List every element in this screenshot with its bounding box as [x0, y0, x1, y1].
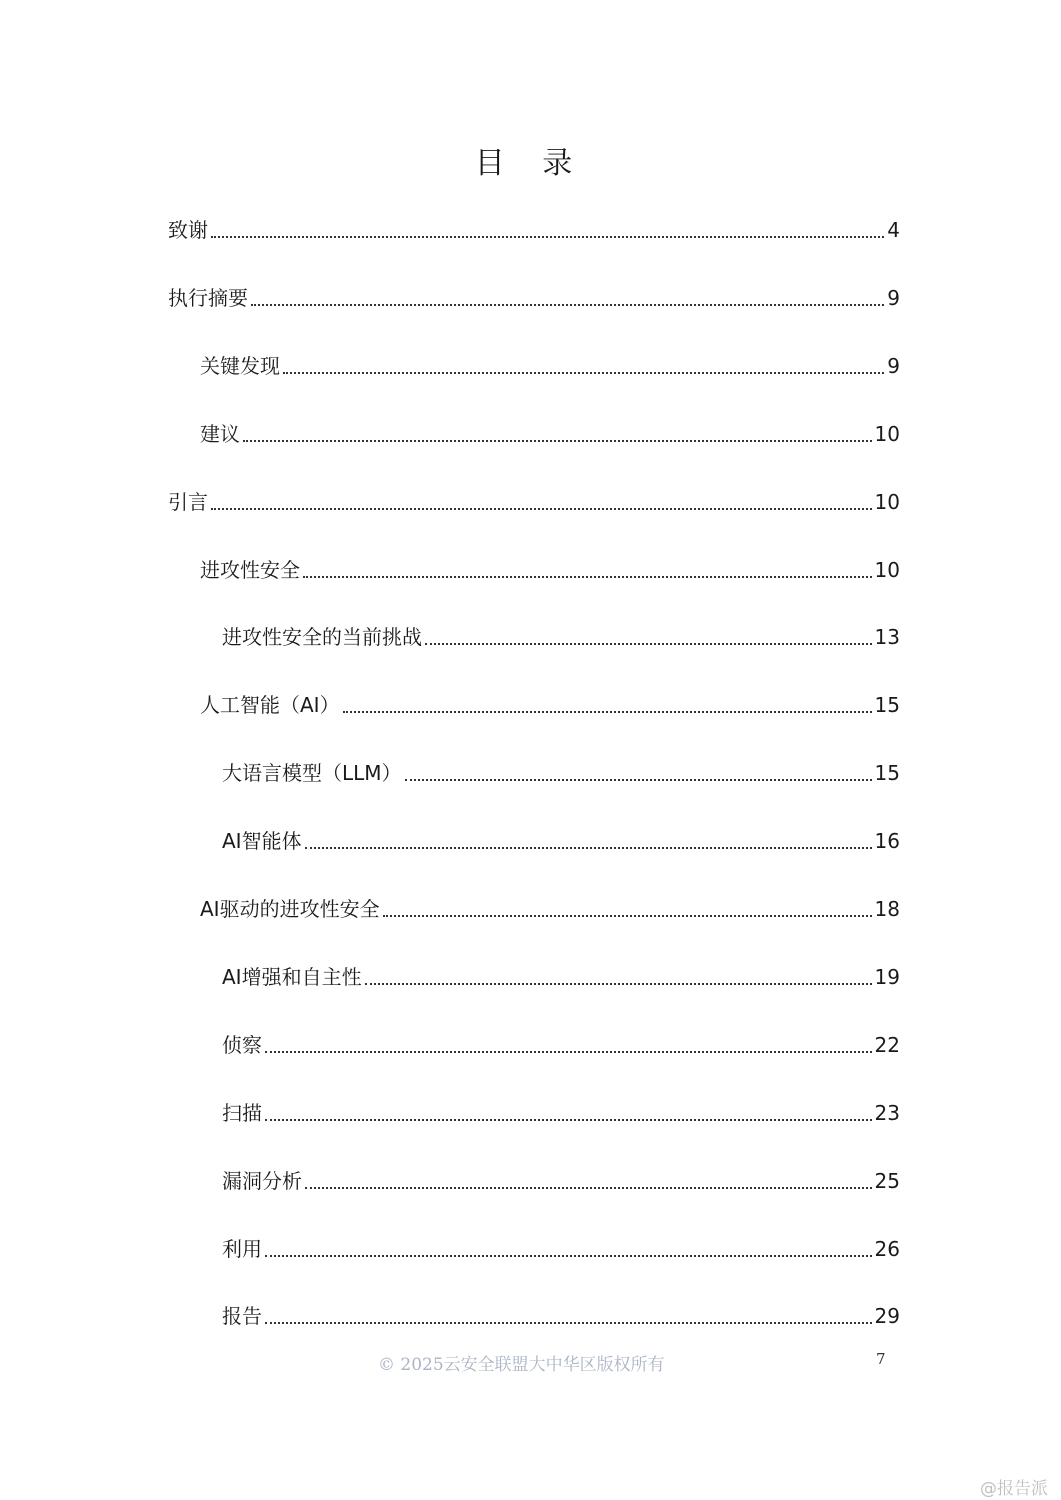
toc-entry-label: 人工智能（AI） [200, 693, 340, 717]
watermark: @报告派 [980, 1479, 1048, 1499]
toc-entry-label: 大语言模型（LLM） [222, 761, 402, 785]
toc-entry-label: AI增强和自主性 [222, 965, 362, 989]
toc-entry-label: 关键发现 [200, 354, 280, 378]
toc-entry-label: AI驱动的进攻性安全 [200, 897, 380, 921]
toc-dot-leader [425, 643, 872, 645]
toc-entry-page: 29 [874, 1304, 900, 1328]
toc-dot-leader [383, 915, 872, 917]
toc-entry-page: 9 [887, 286, 900, 310]
toc-entry[interactable] [200, 895, 900, 923]
toc-dot-leader [305, 847, 872, 849]
toc-entry[interactable] [222, 1235, 900, 1263]
toc-entry-page: 23 [874, 1101, 900, 1125]
toc-entry-page: 10 [874, 422, 900, 446]
toc-dot-leader [305, 1187, 872, 1189]
toc-entry-page: 15 [874, 693, 900, 717]
toc-entry-label: 利用 [222, 1237, 262, 1261]
toc-entry-label: 建议 [200, 422, 240, 446]
toc-entry[interactable] [168, 216, 900, 244]
toc-dot-leader [405, 779, 872, 781]
toc-entry[interactable] [168, 284, 900, 312]
toc-dot-leader [243, 440, 872, 442]
toc-entry[interactable] [200, 691, 900, 719]
toc-dot-leader [283, 372, 884, 374]
toc-entry-label: 报告 [222, 1304, 262, 1328]
toc-entry-page: 13 [874, 625, 900, 649]
toc-entry-page: 16 [874, 829, 900, 853]
toc-entry[interactable] [222, 623, 900, 651]
toc-entry[interactable] [222, 1167, 900, 1195]
toc-dot-leader [211, 508, 872, 510]
toc-entry[interactable] [222, 759, 900, 787]
toc-entry-page: 15 [874, 761, 900, 785]
toc-dot-leader [265, 1255, 872, 1257]
toc-entry[interactable] [200, 352, 900, 380]
toc-entry-page: 18 [874, 897, 900, 921]
toc-entry-page: 25 [874, 1169, 900, 1193]
toc-entry-page: 9 [887, 354, 900, 378]
toc-entry[interactable] [168, 488, 900, 516]
toc-entry-label: 侦察 [222, 1033, 262, 1057]
toc-dot-leader [251, 304, 884, 306]
toc-entry-label: AI智能体 [222, 829, 302, 853]
toc-entry-page: 26 [874, 1237, 900, 1261]
footer-copyright: © 2025云安全联盟大中华区版权所有 [378, 1355, 665, 1375]
toc-dot-leader [343, 711, 872, 713]
toc-entry[interactable] [200, 420, 900, 448]
toc-dot-leader [265, 1051, 872, 1053]
toc-entry[interactable] [222, 1099, 900, 1127]
toc-entry-page: 10 [874, 558, 900, 582]
toc-entry-page: 19 [874, 965, 900, 989]
page-title: 目 录 [474, 146, 587, 181]
toc-entry-page: 4 [887, 218, 900, 242]
footer-page-number: 7 [876, 1350, 886, 1368]
toc-entry[interactable] [222, 827, 900, 855]
toc-dot-leader [265, 1322, 872, 1324]
toc-entry[interactable] [200, 556, 900, 584]
toc-entry[interactable] [222, 1302, 900, 1330]
toc-dot-leader [365, 983, 872, 985]
toc-entry[interactable] [222, 963, 900, 991]
toc-dot-leader [303, 576, 872, 578]
toc-entry-page: 10 [874, 490, 900, 514]
toc-entry-label: 引言 [168, 490, 208, 514]
toc-entry-label: 执行摘要 [168, 286, 248, 310]
toc-entry-label: 致谢 [168, 218, 208, 242]
toc-entry-page: 22 [874, 1033, 900, 1057]
toc-entry-label: 漏洞分析 [222, 1169, 302, 1193]
toc-entry-label: 进攻性安全 [200, 558, 300, 582]
toc-dot-leader [211, 236, 884, 238]
toc-entry-label: 扫描 [222, 1101, 262, 1125]
toc-dot-leader [265, 1119, 872, 1121]
toc-entry[interactable] [222, 1031, 900, 1059]
toc-entry-label: 进攻性安全的当前挑战 [222, 625, 422, 649]
